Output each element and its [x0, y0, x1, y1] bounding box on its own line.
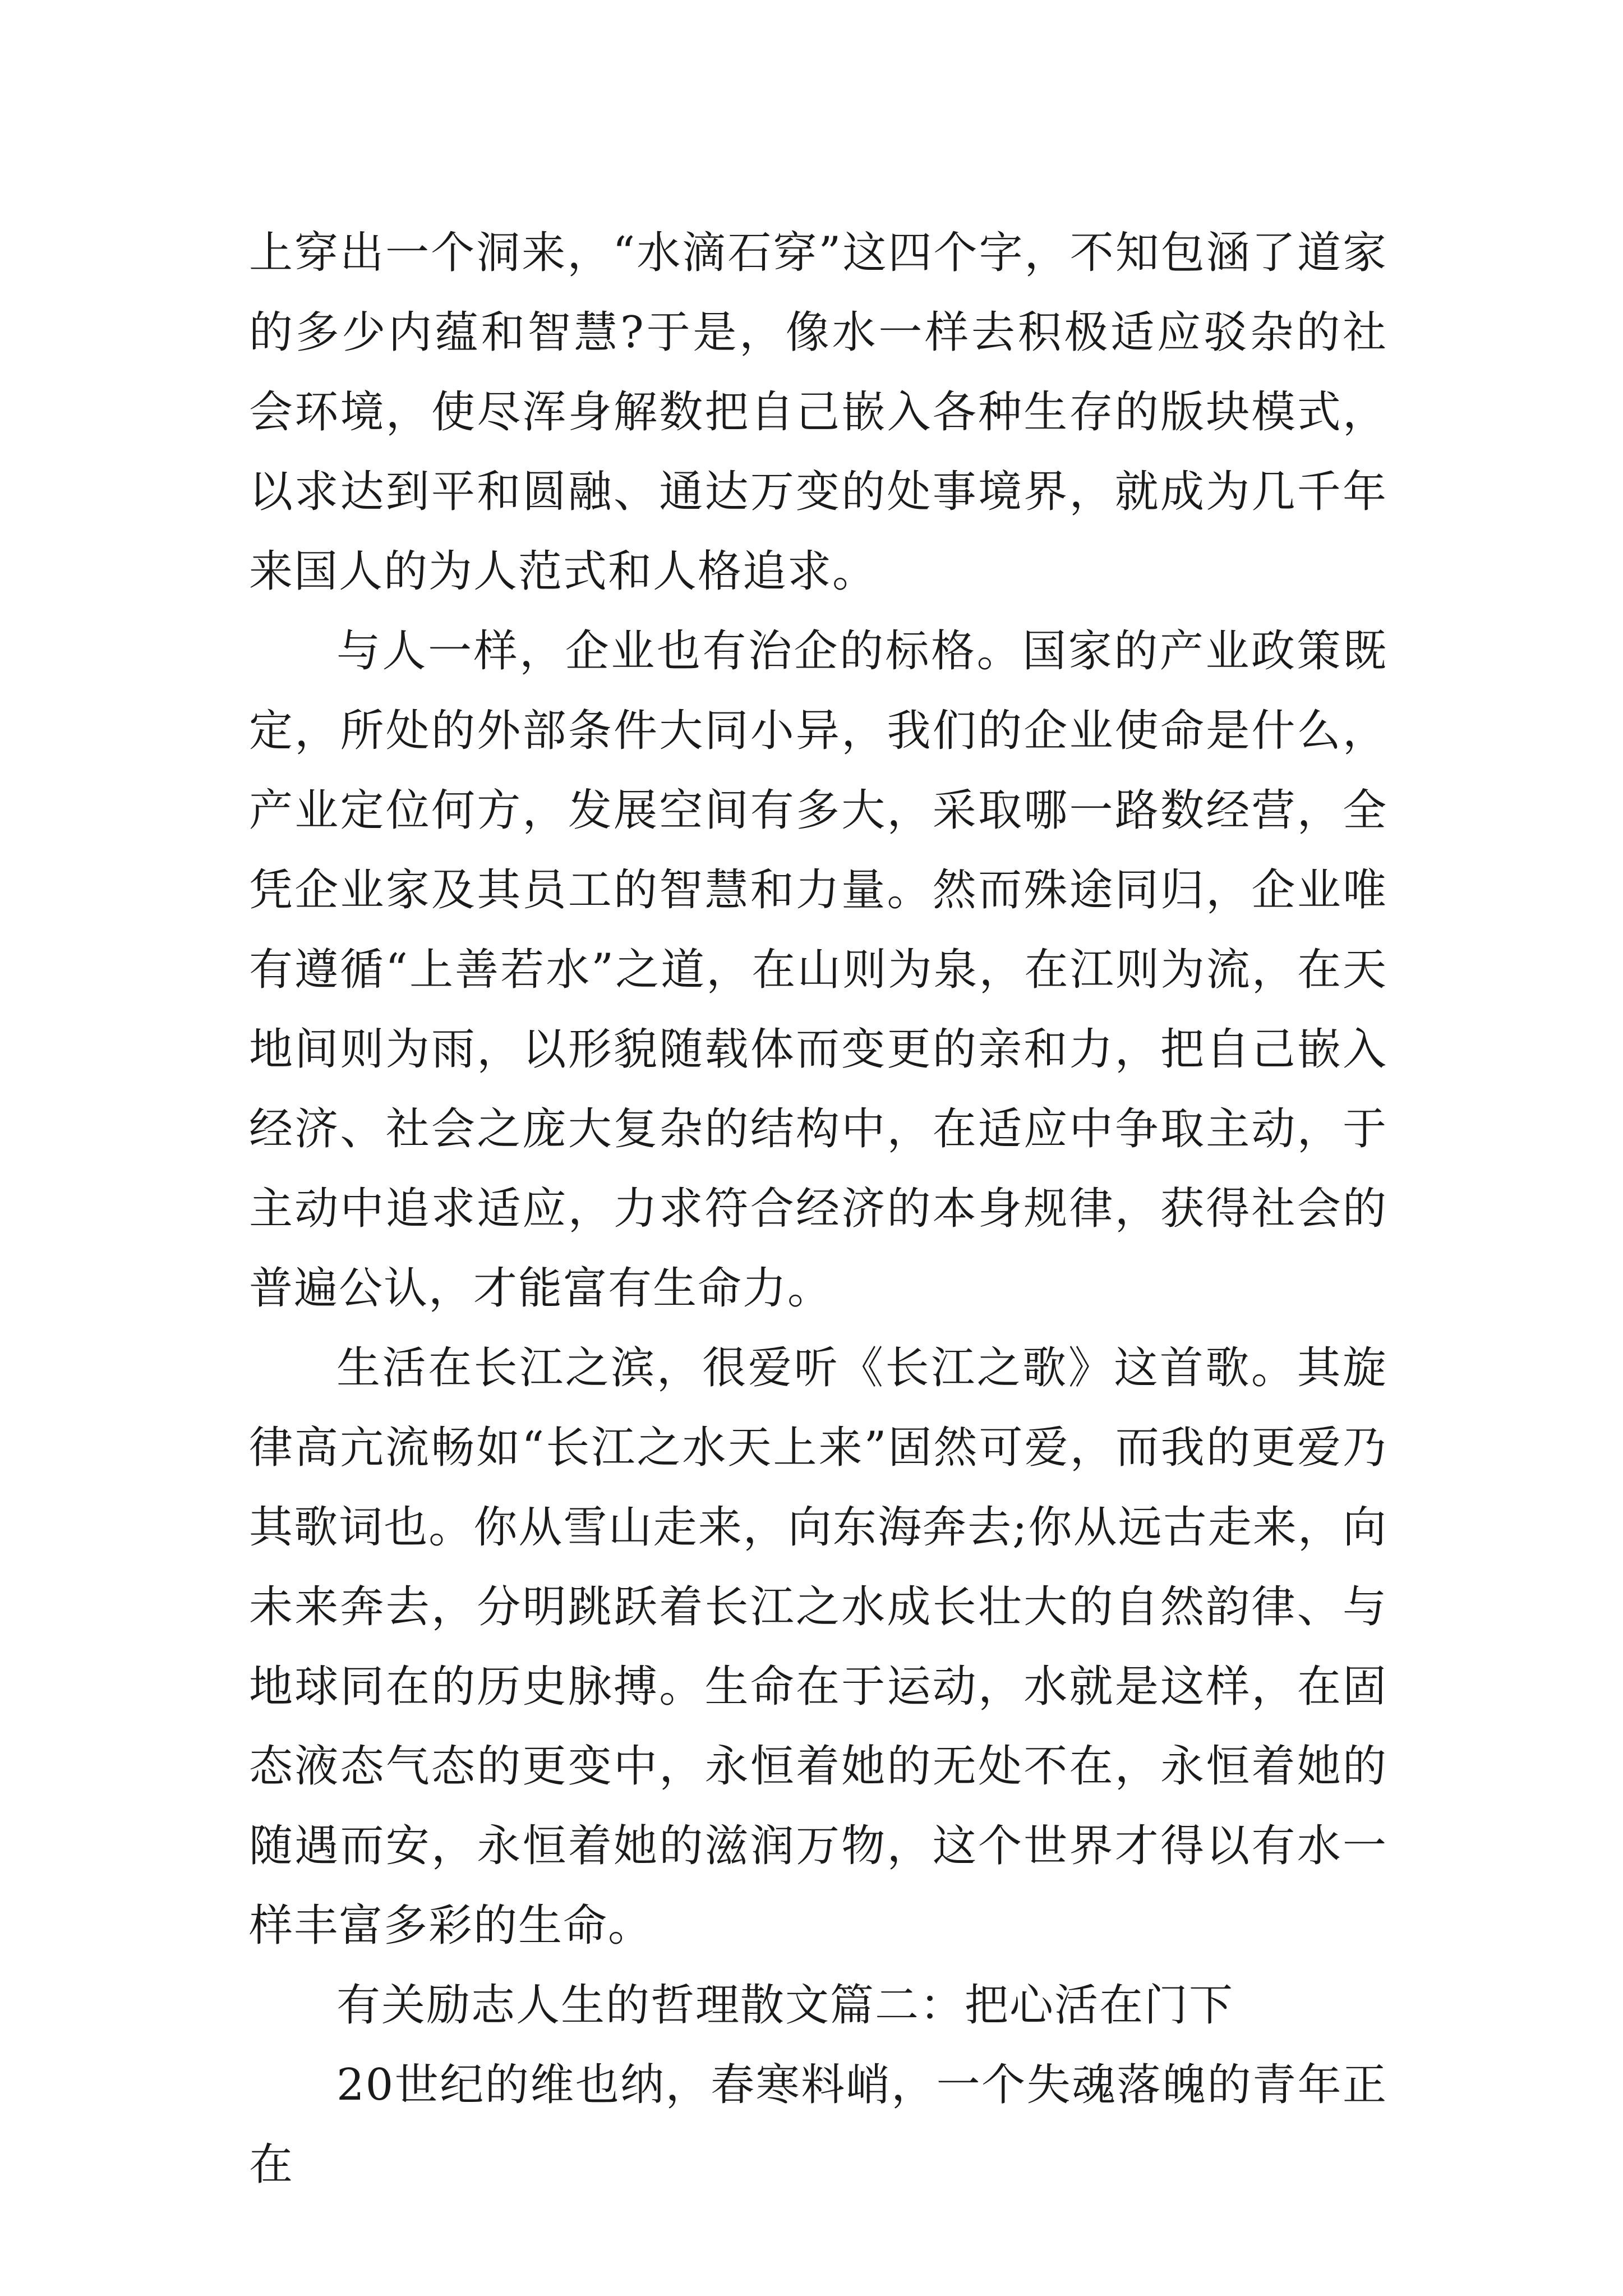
paragraph-vienna: 20世纪的维也纳，春寒料峭，一个失魂落魄的青年正在: [249, 2060, 1387, 2190]
document-page: [249, 213, 1387, 2205]
section-heading: 有关励志人生的哲理散文篇二：把心活在门下: [336, 1980, 1234, 2031]
paragraph-continuation: 上穿出一个洞来，“水滴石穿”这四个字，不知包涵了道家的多少内蕴和智慧?于是，像水一样去积极适应驳杂的社会环境，使尽浑身解数把自己嵌入各种生存的版块模式，以求达到平和圆融、通达万变的处事境界，就成为几千年来国人的为人范式和人格追求。: [249, 228, 1387, 597]
paragraph-enterprise: 与人一样，企业也有治企的标格。国家的产业政策既定，所处的外部条件大同小异，我们的企业使命是什么，产业定位何方，发展空间有多大，采取哪一路数经营，全凭企业家及其员工的智慧和力量。然而殊途同归，企业唯有遵循“上善若水”之道，在山则为泉，在江则为流，在天地间则为雨，以形貌随载体而变更的亲和力，把自己嵌入经济、社会之庞大复杂的结构中，在适应中争取主动，于主动中追求适应，力求符合经济的本身规律，获得社会的普遍公认，才能富有生命力。: [249, 626, 1387, 1314]
paragraph-yangtze: 生活在长江之滨，很爱听《长江之歌》这首歌。其旋律高亢流畅如“长江之水天上来”固然可爱，而我的更爱乃其歌词也。你从雪山走来，向东海奔去;你从远古走来，向未来奔去，分明跳跃着长江之水成长壮大的自然韵律、与地球同在的历史脉搏。生命在于运动，水就是这样，在固态液态气态的更变中，永恒着她的无处不在，永恒着她的随遇而安，永恒着她的滋润万物，这个世界才得以有水一样丰富多彩的生命。: [249, 1343, 1387, 1951]
